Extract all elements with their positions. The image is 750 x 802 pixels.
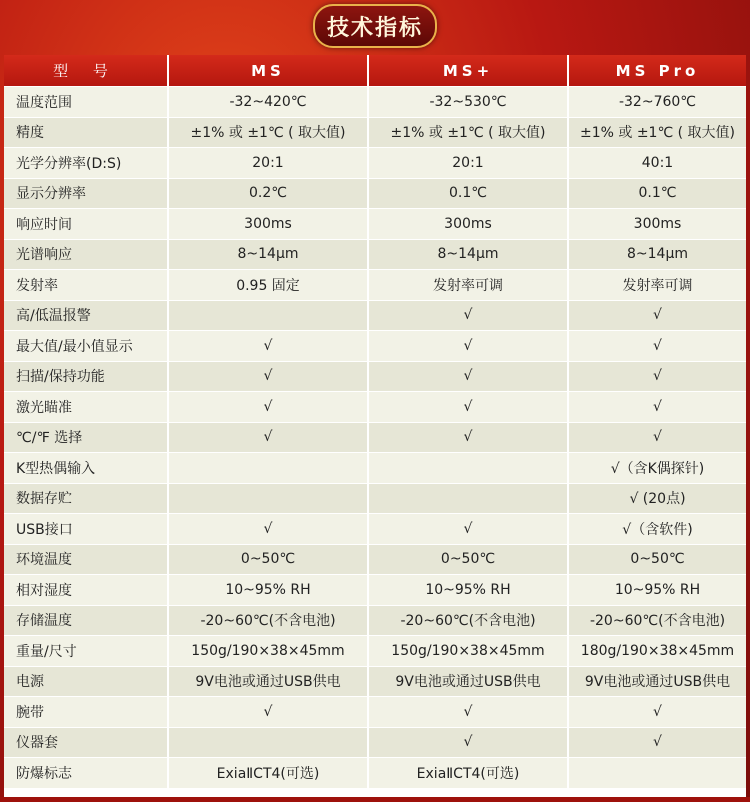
spec-label: 响应时间: [4, 209, 168, 240]
ms-value: 8~14μm: [168, 239, 368, 270]
ms-value: 10~95% RH: [168, 575, 368, 606]
ms-plus-value: √: [368, 300, 568, 331]
spec-label: 光学分辨率(D:S): [4, 148, 168, 179]
ms-value: 0~50℃: [168, 544, 368, 575]
spec-label: 高/低温报警: [4, 300, 168, 331]
table-row: [4, 117, 746, 148]
ms-pro-value: √: [568, 422, 746, 453]
ms-value: 20:1: [168, 148, 368, 179]
ms-value: √: [168, 361, 368, 392]
ms-plus-value: √: [368, 727, 568, 758]
spec-label: 电源: [4, 666, 168, 697]
table-row: [4, 727, 746, 758]
ms-pro-value: -20~60℃(不含电池): [568, 605, 746, 636]
ms-plus-value: √: [368, 697, 568, 728]
spec-table-container: [4, 55, 746, 797]
ms-value: 0.2℃: [168, 178, 368, 209]
spec-label: 精度: [4, 117, 168, 148]
spec-label: 光谱响应: [4, 239, 168, 270]
table-row: [4, 544, 746, 575]
table-row: [4, 605, 746, 636]
ms-pro-value: 8~14μm: [568, 239, 746, 270]
spec-label: 防爆标志: [4, 758, 168, 788]
table-row: [4, 239, 746, 270]
ms-value: [168, 727, 368, 758]
table-row: [4, 666, 746, 697]
ms-pro-value: ±1% 或 ±1℃ ( 取大值): [568, 117, 746, 148]
ms-plus-value: -32~530℃: [368, 87, 568, 118]
banner: [0, 0, 750, 52]
ms-plus-value: [368, 483, 568, 514]
ms-value: 150g/190×38×45mm: [168, 636, 368, 667]
ms-plus-value: 300ms: [368, 209, 568, 240]
header-ms: MS: [168, 55, 368, 87]
spec-label: 数据存贮: [4, 483, 168, 514]
table-row: [4, 697, 746, 728]
table-row: [4, 87, 746, 118]
spec-label: K型热偶输入: [4, 453, 168, 484]
ms-plus-value: 9V电池或通过USB供电: [368, 666, 568, 697]
ms-pro-value: √: [568, 392, 746, 423]
ms-pro-value: 180g/190×38×45mm: [568, 636, 746, 667]
table-row: [4, 209, 746, 240]
ms-plus-value: 8~14μm: [368, 239, 568, 270]
ms-plus-value: √: [368, 361, 568, 392]
ms-plus-value: 10~95% RH: [368, 575, 568, 606]
ms-value: √: [168, 331, 368, 362]
ms-pro-value: √ (20点): [568, 483, 746, 514]
table-row: [4, 392, 746, 423]
ms-value: -20~60℃(不含电池): [168, 605, 368, 636]
bottom-decoration: [0, 797, 750, 802]
ms-plus-value: -20~60℃(不含电池): [368, 605, 568, 636]
table-header-row: [4, 55, 746, 87]
ms-pro-value: 0.1℃: [568, 178, 746, 209]
ms-plus-value: √: [368, 514, 568, 545]
ms-value: [168, 453, 368, 484]
table-row: [4, 270, 746, 301]
ms-pro-value: 300ms: [568, 209, 746, 240]
table-row: [4, 514, 746, 545]
ms-plus-value: ExiaⅡCT4(可选): [368, 758, 568, 788]
header-model-label: 型 号: [4, 55, 168, 87]
spec-label: 存储温度: [4, 605, 168, 636]
ms-value: [168, 483, 368, 514]
spec-label: 环境温度: [4, 544, 168, 575]
spec-label: 相对湿度: [4, 575, 168, 606]
ms-pro-value: √: [568, 300, 746, 331]
table-row: [4, 575, 746, 606]
spec-label: 显示分辨率: [4, 178, 168, 209]
ms-plus-value: 发射率可调: [368, 270, 568, 301]
ms-value: √: [168, 514, 368, 545]
ms-plus-value: √: [368, 331, 568, 362]
ms-value: 0.95 固定: [168, 270, 368, 301]
header-ms-plus: MS+: [368, 55, 568, 87]
ms-plus-value: 0.1℃: [368, 178, 568, 209]
ms-value: √: [168, 392, 368, 423]
table-row: [4, 636, 746, 667]
ms-value: [168, 300, 368, 331]
table-row: [4, 758, 746, 788]
section-title: 技术指标: [313, 4, 437, 48]
ms-pro-value: √: [568, 727, 746, 758]
ms-value: ±1% 或 ±1℃ ( 取大值): [168, 117, 368, 148]
ms-plus-value: ±1% 或 ±1℃ ( 取大值): [368, 117, 568, 148]
spec-label: 仪器套: [4, 727, 168, 758]
ms-pro-value: √（含软件): [568, 514, 746, 545]
ms-pro-value: √（含K偶探针): [568, 453, 746, 484]
ms-pro-value: 9V电池或通过USB供电: [568, 666, 746, 697]
spec-table: [4, 55, 746, 788]
ms-value: √: [168, 697, 368, 728]
header-ms-pro: MS Pro: [568, 55, 746, 87]
ms-plus-value: 0~50℃: [368, 544, 568, 575]
spec-label: USB接口: [4, 514, 168, 545]
ms-pro-value: √: [568, 331, 746, 362]
ms-plus-value: 20:1: [368, 148, 568, 179]
table-row: [4, 483, 746, 514]
spec-label: 腕带: [4, 697, 168, 728]
spec-label: 重量/尺寸: [4, 636, 168, 667]
table-row: [4, 422, 746, 453]
ms-pro-value: [568, 758, 746, 788]
ms-value: √: [168, 422, 368, 453]
table-row: [4, 453, 746, 484]
ms-value: -32~420℃: [168, 87, 368, 118]
spec-label: 最大值/最小值显示: [4, 331, 168, 362]
ms-value: ExiaⅡCT4(可选): [168, 758, 368, 788]
ms-pro-value: 发射率可调: [568, 270, 746, 301]
ms-plus-value: √: [368, 392, 568, 423]
table-row: [4, 331, 746, 362]
spec-table-body: [4, 87, 746, 788]
ms-pro-value: -32~760℃: [568, 87, 746, 118]
spec-label: 激光瞄准: [4, 392, 168, 423]
table-row: [4, 148, 746, 179]
table-row: [4, 361, 746, 392]
ms-value: 9V电池或通过USB供电: [168, 666, 368, 697]
ms-pro-value: √: [568, 697, 746, 728]
spec-label: 发射率: [4, 270, 168, 301]
ms-plus-value: [368, 453, 568, 484]
ms-value: 300ms: [168, 209, 368, 240]
spec-label: 温度范围: [4, 87, 168, 118]
table-row: [4, 178, 746, 209]
ms-plus-value: 150g/190×38×45mm: [368, 636, 568, 667]
table-row: [4, 300, 746, 331]
spec-label: 扫描/保持功能: [4, 361, 168, 392]
ms-pro-value: 40:1: [568, 148, 746, 179]
ms-pro-value: 10~95% RH: [568, 575, 746, 606]
ms-plus-value: √: [368, 422, 568, 453]
ms-pro-value: √: [568, 361, 746, 392]
ms-pro-value: 0~50℃: [568, 544, 746, 575]
spec-label: ℃/℉ 选择: [4, 422, 168, 453]
